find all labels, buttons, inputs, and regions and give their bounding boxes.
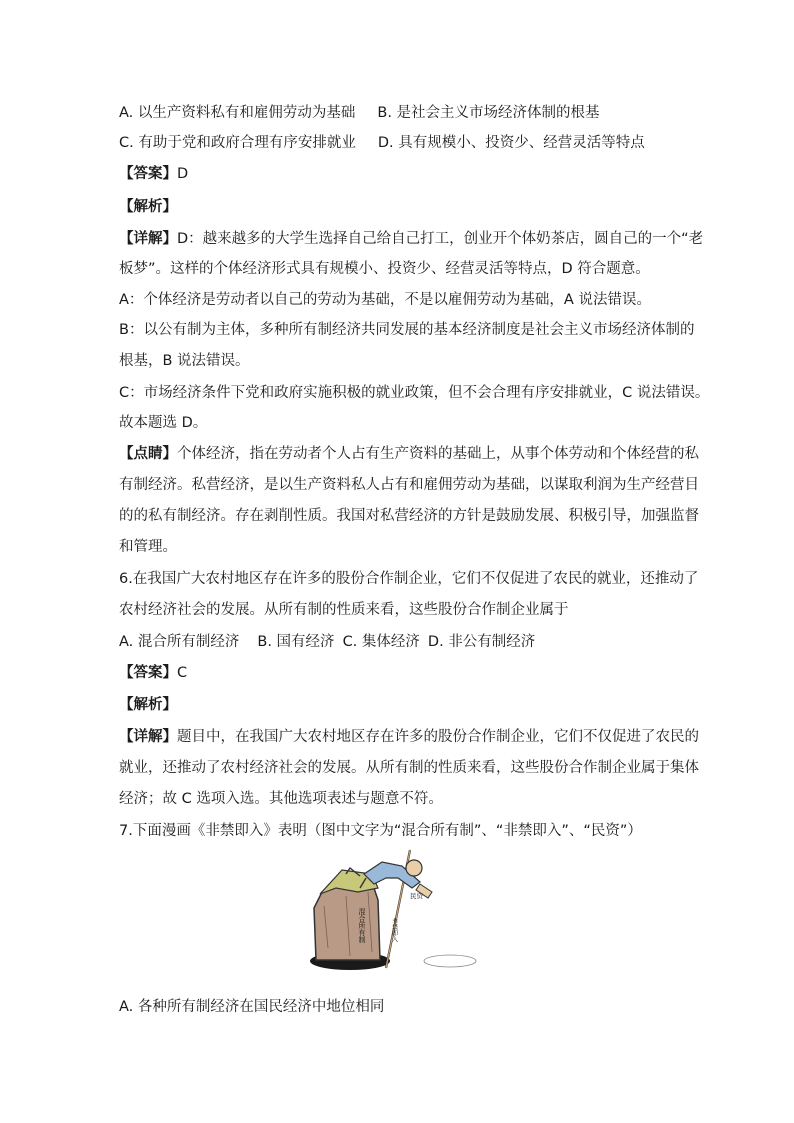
q7-stem-line-1: 7.下面漫画《非禁即入》表明（图中文字为“混合所有制”、“非禁即入”、“民资”） xyxy=(119,823,642,839)
q5-detail-line-4: B：以公有制为主体，多种所有制经济共同发展的基本经济制度是社会主义市场经济体制的 xyxy=(119,322,695,338)
q6-answer xyxy=(119,663,679,683)
answer-label: 【答案】 xyxy=(119,166,177,182)
q5-analysis-label: 【解析】 xyxy=(119,199,177,215)
person-head xyxy=(406,860,422,876)
q6-option-d: D. 非公有制经济 xyxy=(427,634,536,650)
ground-mark xyxy=(424,955,476,967)
q5-detail-line-7: 故本题选 D。 xyxy=(119,415,208,431)
q5-options-row-2 xyxy=(119,133,679,153)
q6-analysis-label: 【解析】 xyxy=(119,697,177,713)
q5-answer xyxy=(119,164,679,184)
detail-text: 题目中，在我国广大农村地区存在许多的股份合作制企业，它们不仅促进了农民的 xyxy=(177,729,699,745)
q5-option-b: B. 是社会主义市场经济体制的根基 xyxy=(377,105,600,121)
detail-label: 【详解】 xyxy=(119,729,177,745)
q5-point-line-4: 和管理。 xyxy=(119,539,177,555)
q5-detail-line-6: C：市场经济条件下党和政府实施积极的就业政策，但不会合理有序安排就业，C 说法错误。 xyxy=(119,385,710,401)
q5-option-a: A. 以生产资料私有和雇佣劳动为基础 xyxy=(119,105,356,121)
q6-option-c: C. 集体经济 xyxy=(342,634,420,650)
detail-label: 【详解】 xyxy=(119,231,177,247)
q6-detail-line-1 xyxy=(119,727,699,747)
answer-value: D xyxy=(177,166,189,182)
q5-detail-line-5: 根基，B 说法错误。 xyxy=(119,353,250,369)
q6-option-a: A. 混合所有制经济 xyxy=(119,634,240,650)
q5-options-row-1 xyxy=(119,103,679,123)
q5-detail-line-1 xyxy=(119,229,704,249)
q6-detail-line-3: 经济；故 C 选项入选。其他选项表述与题意不符。 xyxy=(119,791,443,807)
q5-detail-line-2: 板梦”。这样的个体经济形式具有规模小、投资少、经营灵活等特点，D 符合题意。 xyxy=(119,261,650,277)
q6-stem-line-2: 农村经济社会的发展。从所有制的性质来看，这些股份合作制企业属于 xyxy=(119,602,569,618)
q6-stem-line-1: 6.在我国广大农村地区存在许多的股份合作制企业，它们不仅促进了农民的就业，还推动了 xyxy=(119,571,699,587)
detail-text: D：越来越多的大学生选择自己给自己打工，创业开个体奶茶店，圆自己的一个“老 xyxy=(177,231,704,247)
q6-detail-line-2: 就业，还推动了农村经济社会的发展。从所有制的性质来看，这些股份合作制企业属于集体 xyxy=(119,760,699,776)
cartoon-illustration xyxy=(302,848,482,973)
point-label: 【点睛】 xyxy=(119,446,177,462)
q6-option-b: B. 国有经济 xyxy=(257,634,335,650)
pole-label: 非禁即入 xyxy=(390,918,398,942)
q5-point-line-3: 的的私有制经济。存在剥削性质。我国对私营经济的方针是鼓励发展、积极引导，加强监督 xyxy=(119,508,699,524)
q5-point-line-1 xyxy=(119,444,699,464)
q5-option-c: C. 有助于党和政府合理有序安排就业 xyxy=(119,135,356,151)
q5-detail-line-3: A：个体经济是劳动者以自己的劳动为基础，不是以雇佣劳动为基础，A 说法错误。 xyxy=(119,292,651,308)
q5-point-line-2: 有制经济。私营经济，是以生产资料私人占有和雇佣劳动为基础，以谋取利润为生产经营目 xyxy=(119,477,699,493)
point-text: 个体经济，指在劳动者个人占有生产资料的基础上，从事个体劳动和个体经营的私 xyxy=(177,446,699,462)
answer-label: 【答案】 xyxy=(119,665,177,681)
person-label: 民资 xyxy=(410,892,423,900)
q5-option-d: D. 具有规模小、投资少、经营灵活等特点 xyxy=(377,135,645,151)
answer-value: C xyxy=(177,665,188,681)
rock-label: 混合所有制 xyxy=(358,908,366,943)
q7-option-a: A. 各种所有制经济在国民经济中地位相同 xyxy=(119,999,385,1015)
q6-options xyxy=(119,632,679,652)
